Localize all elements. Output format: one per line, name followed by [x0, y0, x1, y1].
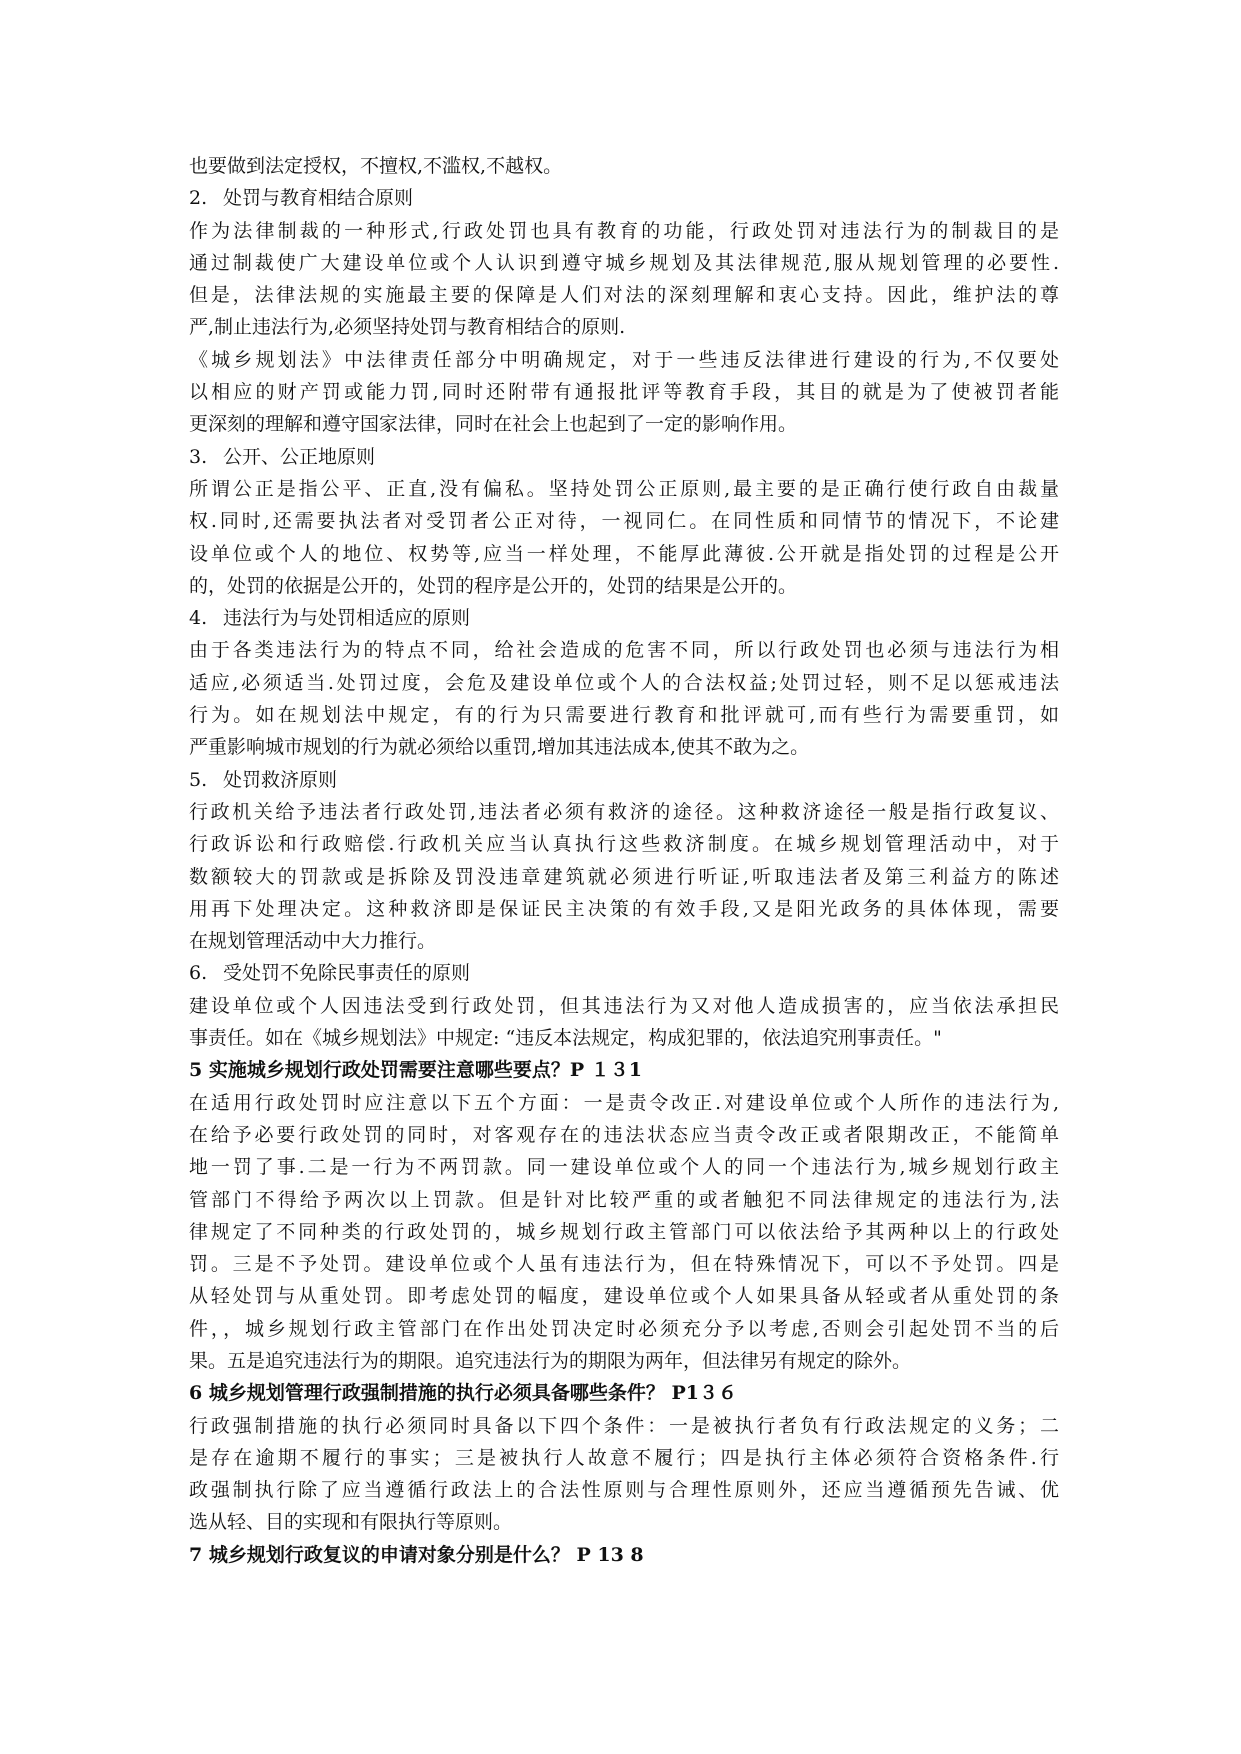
text-line: 但是，法律法规的实施最主要的保障是人们对法的深刻理解和衷心支持。因此，维护法的尊 [189, 284, 1059, 307]
section-title: 违法行为与处罚相适应的原则 [223, 607, 471, 630]
text-line: 管部门不得给予两次以上罚款。但是针对比较严重的或者触犯不同法律规定的违法行为,法 [189, 1188, 1059, 1211]
section-heading [189, 182, 1059, 214]
text-line: 从轻处罚与从重处罚。即考虑处罚的幅度，建设单位或个人如果具备从轻或者从重处罚的条 [189, 1285, 1059, 1308]
text-line: 行政机关给予违法者行政处罚,违法者必须有救济的途径。这种救济途径一般是指行政复议、 [189, 800, 1059, 823]
text-line: 在给予必要行政处罚的同时，对客观存在的违法状态应当责令改正或者限期改正，不能简单 [189, 1123, 1059, 1146]
section-number: 2. [189, 187, 208, 210]
question-heading: 5 实施城乡规划行政处罚需要注意哪些要点？P １３1 [189, 1059, 642, 1082]
text-line: 果。五是追究违法行为的期限。追究违法行为的期限为两年，但法律另有规定的除外。 [189, 1349, 912, 1372]
section-heading [189, 764, 1059, 796]
section-number: 5. [189, 768, 208, 791]
text-line: 是存在逾期不履行的事实；三是被执行人故意不履行；四是执行主体必须符合资格条件.行 [189, 1446, 1059, 1469]
section-number: 3. [189, 445, 208, 468]
section-heading [189, 957, 1059, 989]
paragraph [189, 990, 1059, 1055]
section-heading [189, 602, 1059, 634]
text-line: 数额较大的罚款或是拆除及罚没违章建筑就必须进行听证,听取违法者及第三利益方的陈述 [189, 865, 1059, 888]
paragraph [189, 473, 1059, 602]
section-title: 处罚救济原则 [223, 768, 338, 791]
text-line: 通过制裁使广大建设单位或个人认识到遵守城乡规划及其法律规范,服从规划管理的必要性. [189, 251, 1059, 274]
section-heading [189, 441, 1059, 473]
text-line: 由于各类违法行为的特点不同，给社会造成的危害不同，所以行政处罚也必须与违法行为相 [189, 639, 1059, 662]
document-page [189, 150, 1059, 1571]
text-line: 政强制执行除了应当遵循行政法上的合法性原则与合理性原则外，还应当遵循预先告诫、优 [189, 1479, 1059, 1502]
text-line: 选从轻、目的实现和有限执行等原则。 [189, 1511, 513, 1534]
text-line: 地一罚了事.二是一行为不两罚款。同一建设单位或个人的同一个违法行为,城乡规划行政主 [189, 1156, 1059, 1179]
text-line: 也要做到法定授权，不擅权,不滥权,不越权。 [189, 155, 563, 177]
text-line: 适应,必须适当.处罚过度，会危及建设单位或个人的合法权益;处罚过轻，则不足以惩戒违法 [189, 671, 1059, 694]
text-line: 《城乡规划法》中法律责任部分中明确规定，对于一些违反法律进行建设的行为,不仅要处 [189, 348, 1059, 371]
text-line: 在适用行政处罚时应注意以下五个方面：一是责令改正.对建设单位或个人所作的违法行为, [189, 1091, 1059, 1114]
section-title: 处罚与教育相结合原则 [223, 187, 414, 210]
paragraph [189, 1087, 1059, 1378]
text-line: 作为法律制裁的一种形式,行政处罚也具有教育的功能，行政处罚对违法行为的制裁目的是 [189, 219, 1059, 242]
section-number: 6. [189, 962, 208, 985]
section-number: 4. [189, 607, 208, 630]
question-heading: 7 城乡规划行政复议的申请对象分别是什么？ P 13 8 [189, 1543, 644, 1566]
paragraph [189, 634, 1059, 763]
section-title: 公开、公正地原则 [223, 445, 376, 468]
text-line: 行政强制措施的执行必须同时具备以下四个条件：一是被执行者负有行政法规定的义务；二 [189, 1414, 1059, 1437]
text-line: 用再下处理决定。这种救济即是保证民主决策的有效手段,又是阳光政务的具体体现，需要 [189, 897, 1059, 920]
text-line: 罚。三是不予处罚。建设单位或个人虽有违法行为，但在特殊情况下，可以不予处罚。四是 [189, 1253, 1059, 1276]
text-line: 行为。如在规划法中规定，有的行为只需要进行教育和批评就可,而有些行为需要重罚，如 [189, 704, 1059, 727]
text-line: 律规定了不同种类的行政处罚的，城乡规划行政主管部门可以依法给予其两种以上的行政处 [189, 1220, 1059, 1243]
question-heading: 6 城乡规划管理行政强制措施的执行必须具备哪些条件？ P1３６ [189, 1382, 737, 1405]
text-line: 行政诉讼和行政赔偿.行政机关应当认真执行这些救济制度。在城乡规划管理活动中，对于 [189, 833, 1059, 856]
paragraph [189, 215, 1059, 344]
text-line: 建设单位或个人因违法受到行政处罚，但其违法行为又对他人造成损害的，应当依法承担民 [189, 994, 1059, 1017]
paragraph [189, 344, 1059, 441]
text-line: 权.同时,还需要执法者对受罚者公正对待，一视同仁。在同性质和同情节的情况下，不论建 [189, 510, 1059, 533]
paragraph [189, 150, 1059, 182]
text-line: 件，，城乡规划行政主管部门在作出处罚决定时必须充分予以考虑,否则会引起处罚不当的后 [189, 1317, 1059, 1340]
text-line: 所谓公正是指公平、正直,没有偏私。坚持处罚公正原则,最主要的是正确行使行政自由裁量 [189, 477, 1059, 500]
text-line: 事责任。如在《城乡规划法》中规定: “违反本法规定，构成犯罪的，依法追究刑事责任。" [189, 1027, 942, 1050]
text-line: 更深刻的理解和遵守国家法律，同时在社会上也起到了一定的影响作用。 [189, 413, 798, 436]
text-line: 设单位或个人的地位、权势等,应当一样处理，不能厚此薄彼.公开就是指处罚的过程是公开 [189, 542, 1059, 565]
text-line: 严,制止违法行为,必须坚持处罚与教育相结合的原则. [189, 316, 626, 339]
section-title: 受处罚不免除民事责任的原则 [223, 962, 471, 985]
text-line: 的，处罚的依据是公开的，处罚的程序是公开的，处罚的结果是公开的。 [189, 574, 798, 597]
text-line: 在规划管理活动中大力推行。 [189, 930, 437, 953]
paragraph [189, 1410, 1059, 1539]
text-line: 以相应的财产罚或能力罚,同时还附带有通报批评等教育手段，其目的就是为了使被罚者能 [189, 381, 1059, 404]
paragraph [189, 796, 1059, 957]
text-line: 严重影响城市规划的行为就必须给以重罚,增加其违法成本,使其不敢为之。 [189, 736, 810, 759]
